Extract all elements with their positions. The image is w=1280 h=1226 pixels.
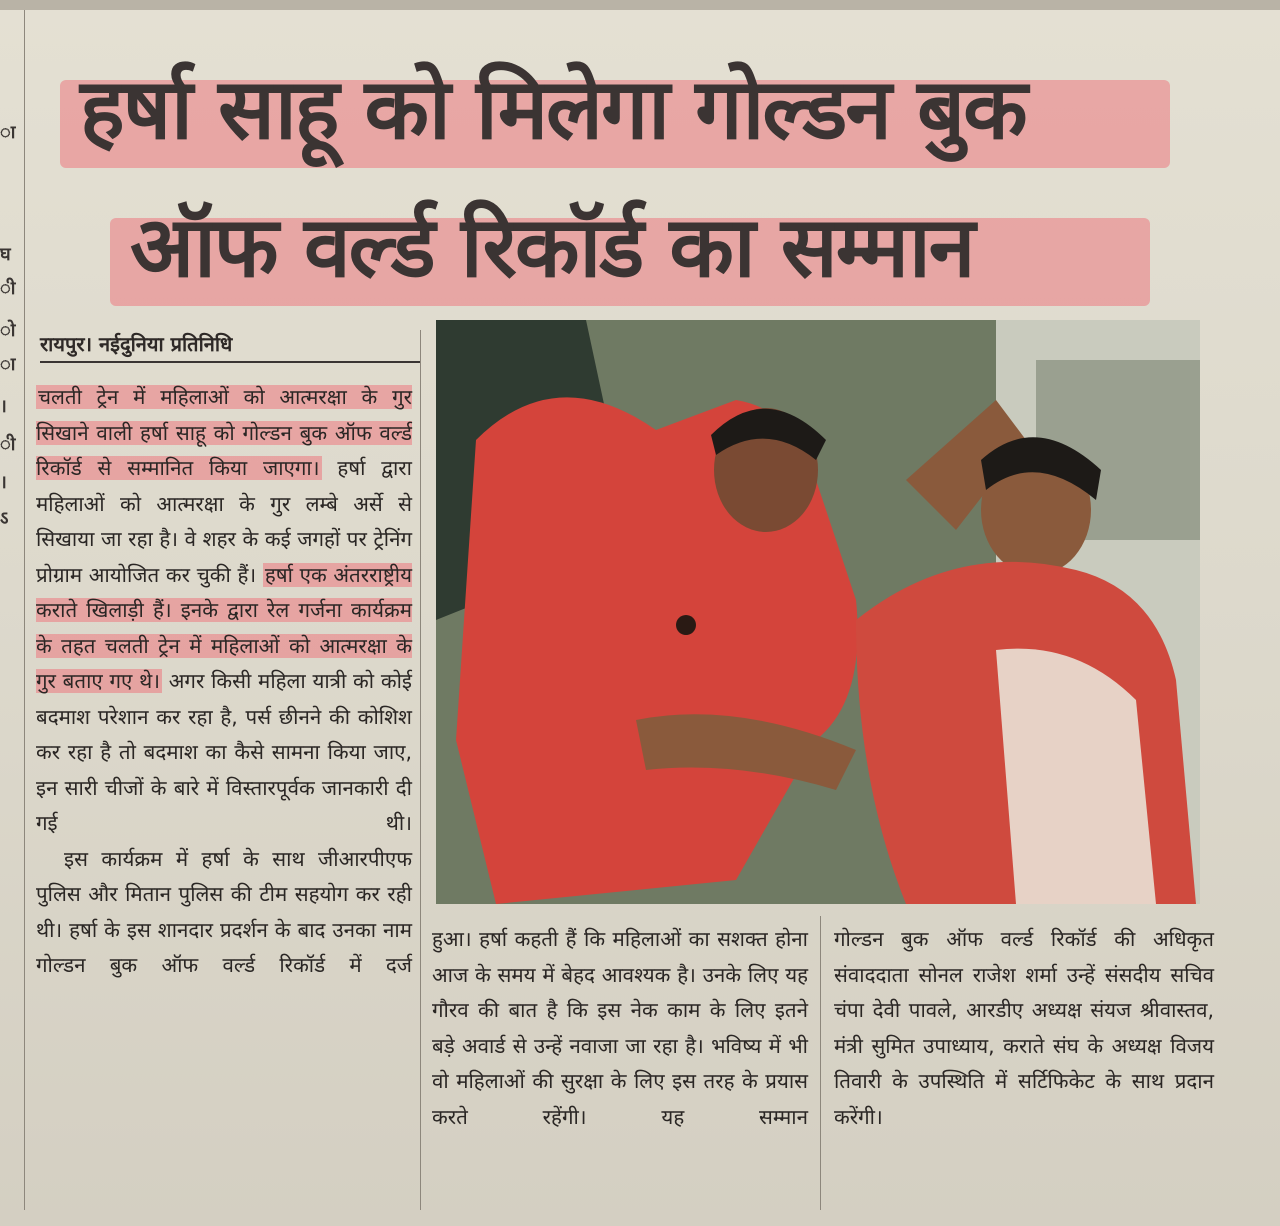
article-column-3: [834, 922, 1214, 1135]
paragraph: [36, 380, 412, 842]
column-rule: [24, 10, 25, 1210]
fragment: ऽ: [0, 508, 9, 529]
body-text: हर्षा द्वारा महिलाओं को आत्मरक्षा के गुर लम्बे अर्से से सिखाया जा रहा है। वे शहर के कई जगहों पर ट्रेनिंग प्रोग्राम आयोजित कर चुकी हैं।: [36, 456, 412, 587]
paragraph: गोल्डन बुक ऑफ वर्ल्ड रिकॉर्ड की अधिकृत संवाददाता सोनल राजेश शर्मा उन्हें संसदीय सचिव चंपा देवी पावले, आरडीए अध्यक्ष संयज श्रीवास्तव, मंत्री सुमित उपाध्याय, कराते संघ के अध्यक्ष विजय तिवारी के उपस्थिति में सर्टिफिकेट के साथ प्रदान करेंगी।: [834, 927, 1214, 1129]
body-text: अगर किसी महिला यात्री को कोई बदमाश परेशान कर रहा है, पर्स छीनने की कोशिश कर रहा है तो बदमाश का कैसे सामना किया जाए, इन सारी चीजों के बारे में विस्तारपूर्वक जानकारी दी गई थी।: [36, 669, 412, 835]
paragraph: इस कार्यक्रम में हर्षा के साथ जीआरपीएफ पुलिस और मितान पुलिस की टीम सहयोग कर रही थी। हर्षा के इस शानदार प्रदर्शन के बाद उनका नाम गोल्डन बुक ऑफ वर्ल्ड रिकॉर्ड में दर्ज: [36, 846, 412, 977]
fragment: घ: [0, 244, 11, 265]
headline-line-2: ऑफ वर्ल्ड रिकॉर्ड का सम्मान: [130, 198, 974, 296]
article-column-1: [36, 380, 412, 984]
byline: रायपुर। नईदुनिया प्रतिनिधि: [40, 330, 420, 363]
headline-line-1: हर्षा साहू को मिलेगा गोल्डन बुक: [80, 60, 1026, 158]
column-rule: [420, 330, 421, 1210]
fragment: ी: [0, 278, 16, 299]
article-column-2: [432, 922, 808, 1135]
fragment: ।: [0, 472, 7, 493]
fragment: ।: [0, 396, 7, 417]
highlighted-text: चलती ट्रेन में महिलाओं को आत्मरक्षा के गुर सिखाने वाली हर्षा साहू को गोल्डन बुक ऑफ वर्ल्ड रिकॉर्ड से सम्मानित किया जाएगा।: [36, 385, 412, 480]
fragment: ा: [0, 354, 16, 375]
article-photo: [436, 320, 1200, 904]
column-rule: [820, 916, 821, 1210]
top-rule: [0, 0, 1280, 10]
highlighted-text: हर्षा एक अंतरराष्ट्रीय कराते खिलाड़ी हैं। इनके द्वारा रेल गर्जना कार्यक्रम के तहत चलती ट्रेन में महिलाओं को आत्मरक्षा के गुर बताए गए थे।: [36, 562, 412, 693]
fragment: ो: [0, 320, 16, 341]
paragraph: हुआ। हर्षा कहती हैं कि महिलाओं का सशक्त होना आज के समय में बेहद आवश्यक है। उनके लिए यह गौरव की बात है कि इस नेक काम के लिए इतने बड़े अवार्ड से उन्हें नवाजा जा रहा है। भविष्य में भी वो महिलाओं की सुरक्षा के लिए इस तरह के प्रयास करते रहेंगी। यह सम्मान: [432, 927, 808, 1129]
fragment: ा: [0, 122, 16, 143]
photo-illustration: [436, 320, 1200, 904]
fragment: ी: [0, 434, 16, 455]
